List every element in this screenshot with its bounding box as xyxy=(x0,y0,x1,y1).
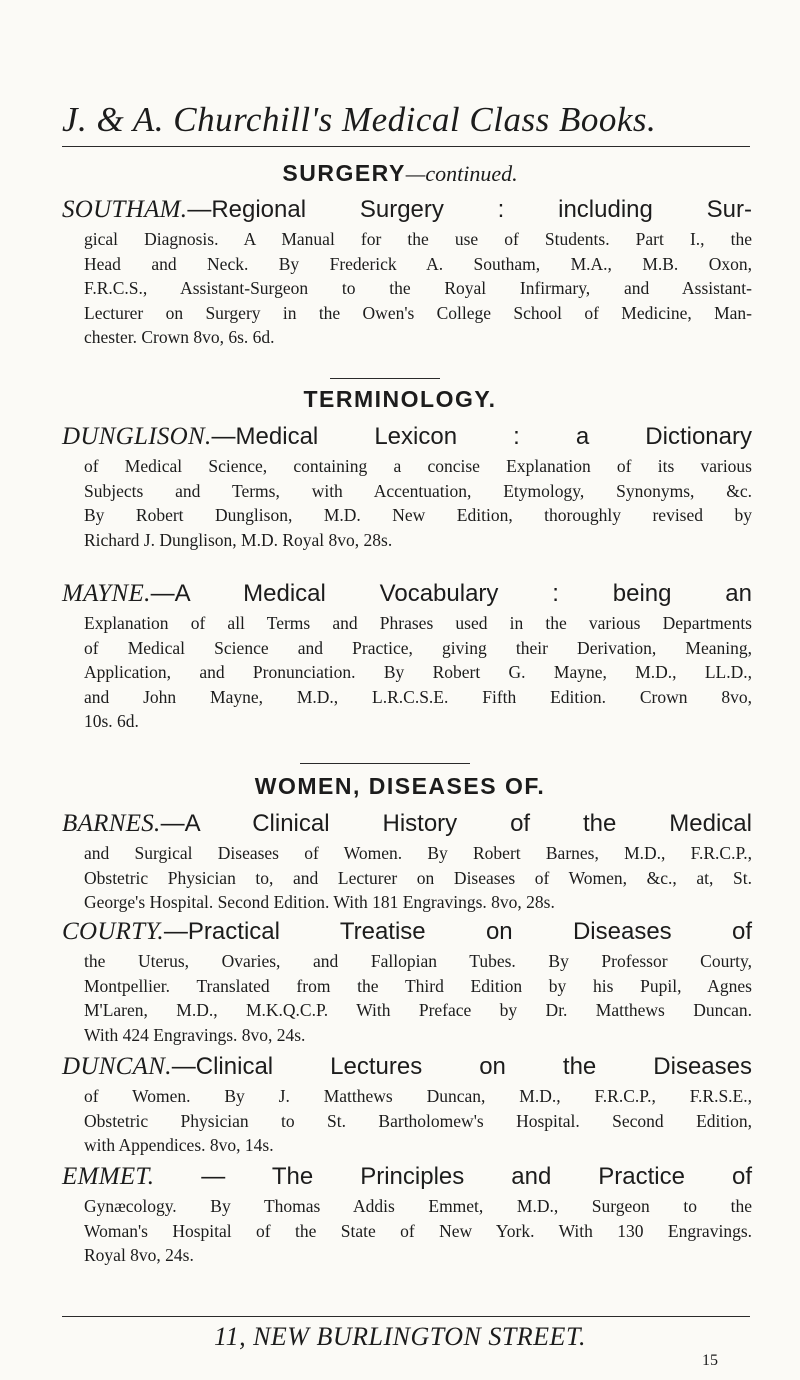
entry-description xyxy=(84,841,752,915)
section-divider xyxy=(330,378,440,379)
entry-author: COURTY. xyxy=(62,918,164,945)
entry-line: F.R.C.S., Assistant-Surgeon to the Royal Infirmary, and Assistant- xyxy=(84,278,752,298)
section-heading-surgery xyxy=(0,160,800,187)
book-entry-duncan xyxy=(62,1050,752,1158)
entry-title: — The Principles and Practice of xyxy=(154,1163,752,1190)
entry-author: DUNGLISON. xyxy=(62,423,212,450)
section-heading-women xyxy=(0,773,800,800)
entry-author: SOUTHAM. xyxy=(62,196,188,223)
entry-line: gical Diagnosis. A Manual for the use of Students. Part I., the xyxy=(84,229,752,249)
book-entry-dunglison xyxy=(62,420,752,552)
entry-line: George's Hospital. Second Edition. With 181 Engravings. 8vo, 28s. xyxy=(84,892,555,912)
entry-title: —Practical Treatise on Diseases of xyxy=(163,918,752,945)
entry-line: Head and Neck. By Frederick A. Southam, M.A., M.B. Oxon, xyxy=(84,253,752,274)
entry-line: Subjects and Terms, with Accentuation, Etymology, Synonyms, &c. xyxy=(84,480,752,501)
entry-description xyxy=(84,454,752,552)
book-entry-barnes xyxy=(62,807,752,915)
book-entry-southam xyxy=(62,193,752,350)
entry-author: BARNES. xyxy=(62,810,161,837)
entry-heading xyxy=(62,420,752,454)
entry-heading xyxy=(62,915,752,949)
footer-rule xyxy=(62,1316,750,1317)
entry-heading xyxy=(62,807,752,841)
entry-heading xyxy=(62,1160,752,1194)
entry-line: and John Mayne, M.D., L.R.C.S.E. Fifth Edition. Crown 8vo, xyxy=(84,686,752,707)
entry-heading xyxy=(62,577,752,611)
entry-line: Obstetric Physician to, and Lecturer on Diseases of Women, &c., at, St. xyxy=(84,867,752,888)
entry-line: Application, and Pronunciation. By Robert G. Mayne, M.D., LL.D., xyxy=(84,662,752,682)
entry-description xyxy=(84,1194,752,1268)
header-rule xyxy=(62,146,750,147)
section-heading-suffix: —continued. xyxy=(405,161,518,186)
entry-title: —Clinical Lectures on the Diseases xyxy=(171,1053,752,1080)
entry-description xyxy=(84,1084,752,1158)
entry-title: —A Medical Vocabulary : being an xyxy=(150,580,752,607)
entry-author: DUNCAN. xyxy=(62,1053,172,1080)
entry-line: Richard J. Dunglison, M.D. Royal 8vo, 28s. xyxy=(84,529,393,550)
entry-line: of Medical Science and Practice, giving their Derivation, Meaning, xyxy=(84,637,752,658)
entry-line: By Robert Dunglison, M.D. New Edition, thoroughly revised by xyxy=(84,505,752,525)
entry-line: Woman's Hospital of the State of New York. With 130 Engravings. xyxy=(84,1220,752,1241)
entry-line: of Medical Science, containing a concise Explanation of its various xyxy=(84,456,752,476)
entry-title: —Medical Lexicon : a Dictionary xyxy=(211,423,752,450)
entry-heading xyxy=(62,1050,752,1084)
book-entry-emmet xyxy=(62,1160,752,1268)
entry-line: Gynæcology. By Thomas Addis Emmet, M.D., Surgeon to the xyxy=(84,1196,752,1216)
entry-line: and Surgical Diseases of Women. By Robert Barnes, M.D., F.R.C.P., xyxy=(84,843,752,863)
section-heading-text: WOMEN, DISEASES OF. xyxy=(254,773,546,799)
running-head: J. & A. Churchill's Medical Class Books. xyxy=(62,100,657,139)
entry-line: with Appendices. 8vo, 14s. xyxy=(84,1135,274,1155)
entry-author: MAYNE. xyxy=(62,580,151,607)
section-heading-terminology xyxy=(0,386,800,413)
entry-description xyxy=(84,227,752,350)
section-heading-text: SURGERY xyxy=(282,160,406,186)
book-entry-mayne xyxy=(62,577,752,734)
entry-line: of Women. By J. Matthews Duncan, M.D., F.R.C.P., F.R.S.E., xyxy=(84,1086,752,1106)
entry-title: —Regional Surgery : including Sur- xyxy=(187,196,752,223)
entry-description xyxy=(84,949,752,1047)
entry-line: the Uterus, Ovaries, and Fallopian Tubes. By Professor Courty, xyxy=(84,951,752,971)
entry-title: —A Clinical History of the Medical xyxy=(160,810,752,837)
entry-description xyxy=(84,611,752,734)
entry-line: With 424 Engravings. 8vo, 24s. xyxy=(84,1024,306,1045)
section-divider xyxy=(300,763,470,764)
entry-line: Obstetric Physician to St. Bartholomew's Hospital. Second Edition, xyxy=(84,1110,752,1131)
entry-line: Explanation of all Terms and Phrases used in the various Departments xyxy=(84,613,752,633)
publisher-address: 11, NEW BURLINGTON STREET. xyxy=(214,1322,586,1351)
entry-line: Lecturer on Surgery in the Owen's College School of Medicine, Man- xyxy=(84,302,752,323)
entry-line: M'Laren, M.D., M.K.Q.C.P. With Preface by Dr. Matthews Duncan. xyxy=(84,1000,752,1020)
entry-line: Royal 8vo, 24s. xyxy=(84,1245,194,1265)
entry-line: chester. Crown 8vo, 6s. 6d. xyxy=(84,327,275,347)
entry-line: 10s. 6d. xyxy=(84,711,139,731)
book-entry-courty xyxy=(62,915,752,1047)
entry-line: Montpellier. Translated from the Third Edition by his Pupil, Agnes xyxy=(84,975,752,996)
entry-author: EMMET. xyxy=(62,1163,155,1190)
entry-heading xyxy=(62,193,752,227)
page-number: 15 xyxy=(702,1352,718,1369)
section-heading-text: TERMINOLOGY. xyxy=(303,386,497,412)
